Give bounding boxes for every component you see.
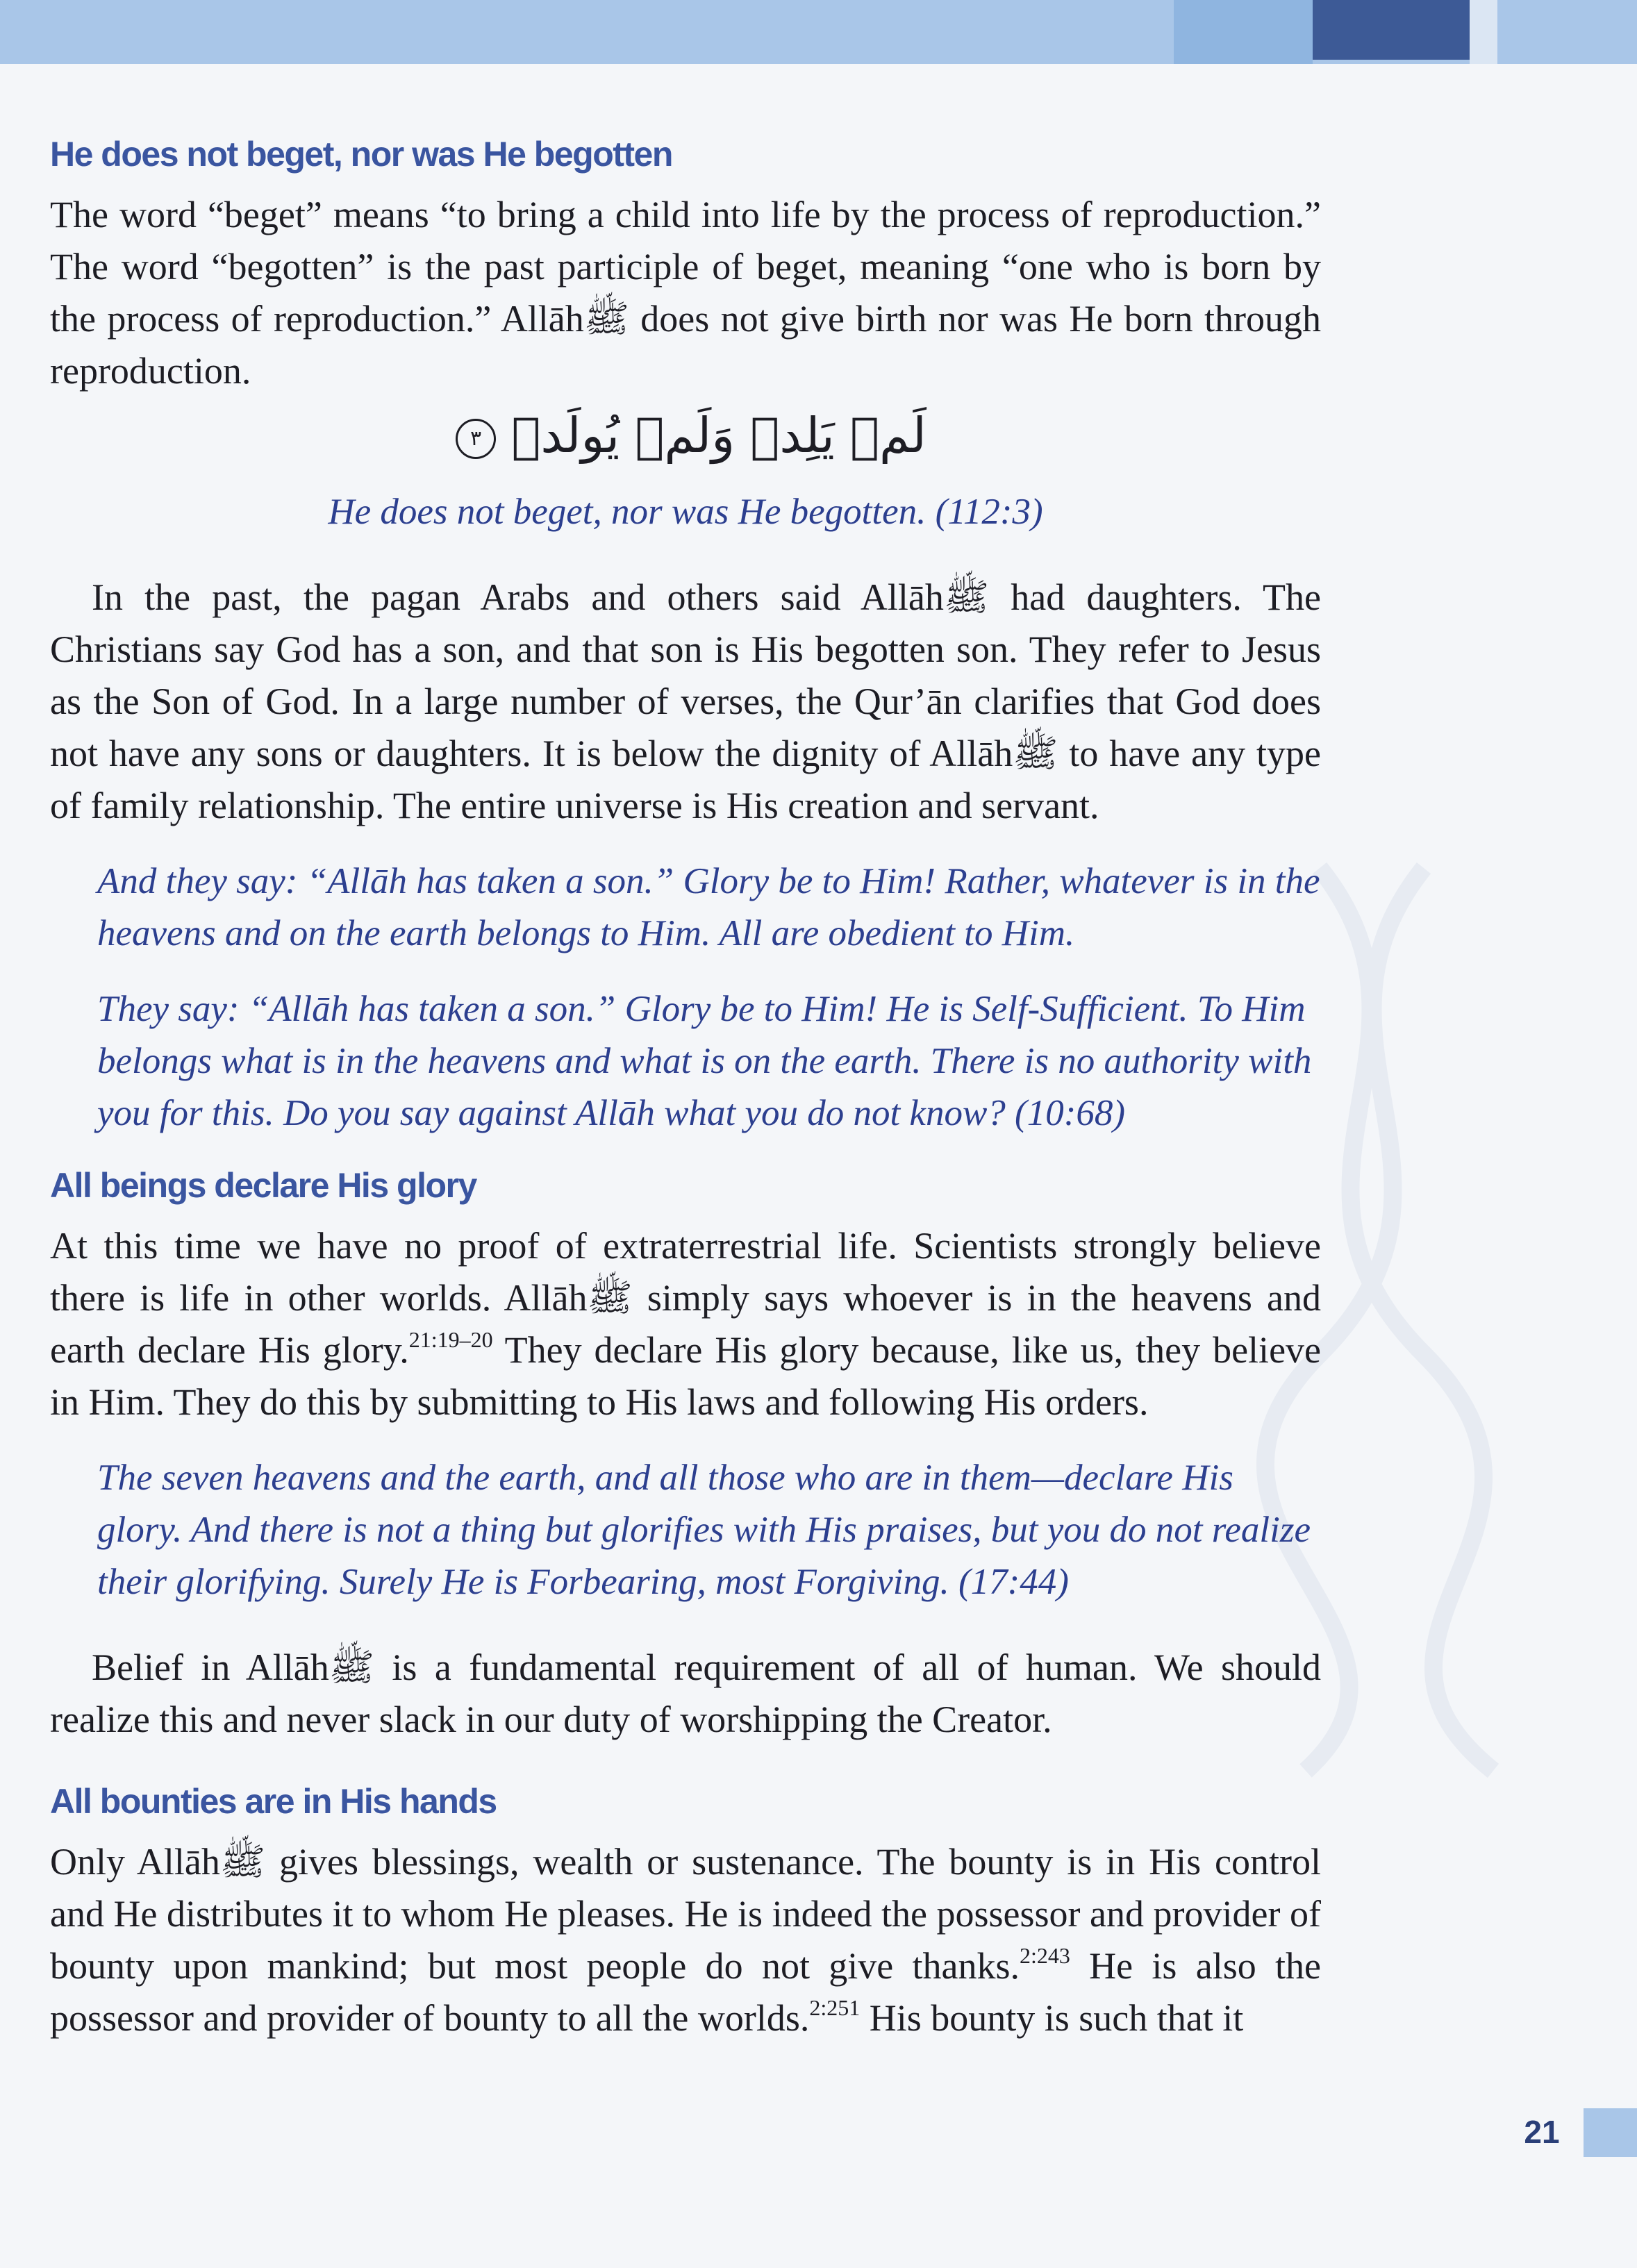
page-content <box>50 132 1321 2044</box>
top-color-band <box>0 0 1637 64</box>
body-paragraph: Belief in Allāhﷺ is a fundamental requirement of all of human. We should realize this and never slack in our duty of worshipping the Creator. <box>50 1646 1322 1740</box>
quran-quote: The seven heavens and the earth, and all those who are in them—declare His glory. And there is not a thing but glorifies with His praises, but you do not realize their glorifying. Surely He is Forbearing, most Forgiving. (17:44) <box>97 1458 1311 1602</box>
verse-translation: He does not beget, nor was He begotten. (112:3) <box>328 492 1043 532</box>
body-paragraph: The word “beget” means “to bring a child into life by the process of reproduction.” The word “begotten” is the past participle of beget, meaning “one who is born by the process of reproduction.” Allāhﷺ does not give birth nor was He born through reproduction. <box>50 194 1321 392</box>
page-number-tab <box>1584 2108 1637 2157</box>
section-heading: All bounties are in His hands <box>50 1782 497 1821</box>
text-run: Only Allāhﷺ gives blessings, wealth or sustenance. The bounty is in His control and He distributes it to whom He pleases. He is indeed the possessor and provider of bounty upon mankind; but most people do not give thanks. <box>50 1841 1321 1987</box>
page-number: 21 <box>1524 2114 1560 2150</box>
text-run: They declare His glory because, like us, they believe in Him. They do this by submitting to His laws and following His orders. <box>50 1329 1321 1423</box>
text-run: He is also the possessor and provider of bounty to all the worlds. <box>50 1945 1321 2039</box>
section-heading: All beings declare His glory <box>50 1166 476 1205</box>
reference-superscript: 2:251 <box>809 1995 861 2020</box>
reference-superscript: 21:19–20 <box>408 1327 493 1352</box>
arabic-text: لَمۡ يَلِدۡ وَلَمۡ يُولَدۡ <box>511 407 926 464</box>
band-mid <box>1174 0 1313 64</box>
band-dark <box>1313 0 1470 60</box>
text-run: His bounty is such that it <box>860 1997 1244 2039</box>
quran-quote: They say: “Allāh has taken a son.” Glory be to Him! He is Self-Sufficient. To Him belongs what is in the heavens and what is on the earth. There is no authority with you for this. Do you say against Allāh what you do not know? (10:68) <box>97 989 1312 1133</box>
section-heading: He does not beget, nor was He begotten <box>50 135 672 174</box>
reference-superscript: 2:243 <box>1020 1943 1070 1968</box>
ayah-number-mark: ٣ <box>456 419 496 459</box>
band-gap <box>1470 0 1497 64</box>
arabic-verse <box>50 397 1321 474</box>
band-right <box>1497 0 1637 64</box>
quran-quote: And they say: “Allāh has taken a son.” Glory be to Him! Rather, whatever is in the heavens and on the earth belongs to Him. All are obedient to Him. <box>97 861 1320 953</box>
body-paragraph: In the past, the pagan Arabs and others said Allāhﷺ had daughters. The Christians say God has a son, and that son is His begotten son. They refer to Jesus as the Son of God. In a large number of verses, the Qur’ān clarifies that God does not have any sons or daughters. It is below the dignity of Allāhﷺ to have any type of family relationship. The entire universe is His creation and servant. <box>50 576 1321 826</box>
body-paragraph <box>50 1220 1321 1428</box>
body-paragraph <box>50 1836 1321 2044</box>
text-run: At this time we have no proof of extraterrestrial life. Scientists strongly believe there is life in other worlds. Allāhﷺ simply says whoever is in the heavens and earth declare His glory. <box>50 1225 1322 1371</box>
